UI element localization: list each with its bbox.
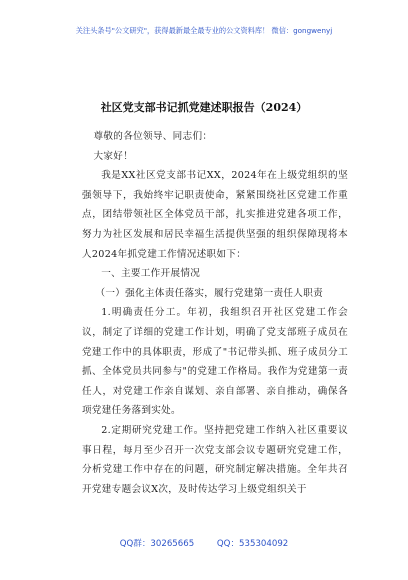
- document-title: 社区党支部书记抓党建述职报告（2024）: [100, 101, 308, 114]
- intro-paragraph: 我是XX社区党支部书记XX，2024年在上级党组织的坚强领导下，我始终牢记职责使命，紧紧围绕社区党建工作重点，团结带领社区全体党员干部，扎实推进党建各项工作，努力为社区发展和居民幸福生活提供坚强的组织保障现将本人2024年抓党建工作情况述职如下：: [82, 170, 348, 260]
- salutation: 尊敬的各位领导、同志们：: [93, 131, 213, 142]
- document-body: [82, 127, 348, 499]
- header-banner: 关注头条号"公文研究"，获得最新最全最专业的公文资料库！ 微信：gongwenyj: [75, 26, 333, 35]
- paragraph-responsibility: 1.明确责任分工。年初，我组织召开社区党建工作会议，制定了详细的党建工作计划，明确了党支部班子成员在党建工作中的具体职责，形成了"书记带头抓、班子成员分工抓、全体党员共同参与"的党建工作格局。我作为党建第一责任人，对党建工作亲自谋划、亲自部署、亲自推动，确保各项党建任务落到实处。: [82, 307, 348, 417]
- subsection-heading: （一）强化主体责任落实，履行党建第一责任人职责: [95, 287, 323, 299]
- greeting: 大家好！: [93, 150, 134, 162]
- footer-contacts: [0, 537, 408, 549]
- paragraph-meetings: 2.定期研究党建工作。坚持把党建工作纳入社区重要议事日程，每月至少召开一次党支部会议专题研究党建工作，分析党建工作中存在的问题，研究制定解决措施。全年共召开党建专题会议X次，及时传达学习上级党组织关于: [82, 424, 348, 495]
- section-heading: 一、主要工作开展情况: [101, 268, 201, 280]
- footer-qq-group: QQ群：30265665: [119, 539, 195, 549]
- footer-qq: QQ：535304092: [216, 539, 289, 549]
